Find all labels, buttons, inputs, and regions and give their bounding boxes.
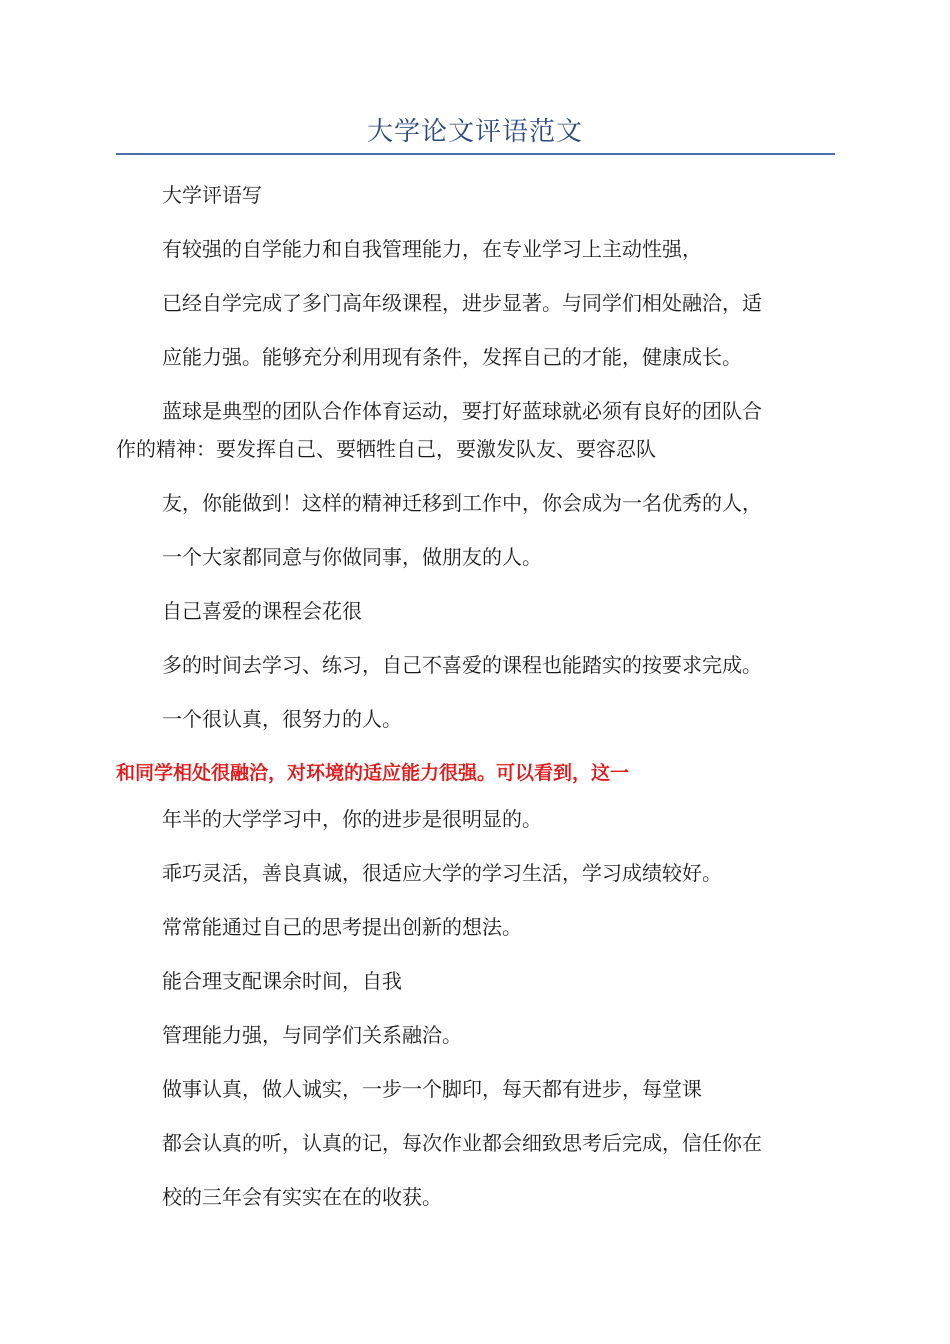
paragraph-line: 已经自学完成了多门高年级课程，进步显著。与同学们相处融洽，适 [162, 291, 762, 315]
paragraph-line: 多的时间去学习、练习，自己不喜爱的课程也能踏实的按要求完成。 [162, 653, 762, 677]
paragraph-line: 大学评语写 [162, 183, 262, 207]
paragraph-line: 校的三年会有实实在在的收获。 [162, 1185, 442, 1209]
paragraph-line: 蓝球是典型的团队合作体育运动，要打好蓝球就必须有良好的团队合 [162, 399, 762, 423]
title-underline [116, 153, 835, 155]
document-title: 大学论文评语范文 [366, 117, 583, 147]
paragraph-line: 友，你能做到！这样的精神迁移到工作中，你会成为一名优秀的人， [162, 491, 762, 515]
paragraph-line: 一个大家都同意与你做同事，做朋友的人。 [162, 545, 542, 569]
paragraph-line: 年半的大学学习中，你的进步是很明显的。 [162, 807, 542, 831]
paragraph-line: 乖巧灵活，善良真诚，很适应大学的学习生活，学习成绩较好。 [162, 861, 722, 885]
paragraph-line: 应能力强。能够充分利用现有条件，发挥自己的才能，健康成长。 [162, 345, 742, 369]
paragraph-line: 一个很认真，很努力的人。 [162, 707, 402, 731]
paragraph-line: 常常能通过自己的思考提出创新的想法。 [162, 915, 522, 939]
paragraph-line: 做事认真，做人诚实，一步一个脚印，每天都有进步，每堂课 [162, 1077, 702, 1101]
paragraph-line: 作的精神：要发挥自己、要牺牲自己，要激发队友、要容忍队 [116, 437, 656, 461]
paragraph-line: 能合理支配课余时间，自我 [162, 969, 402, 993]
paragraph-line: 有较强的自学能力和自我管理能力，在专业学习上主动性强， [162, 237, 702, 261]
paragraph-line: 管理能力强，与同学们关系融洽。 [162, 1023, 462, 1047]
paragraph-line: 都会认真的听，认真的记，每次作业都会细致思考后完成，信任你在 [162, 1131, 762, 1155]
paragraph-line: 自己喜爱的课程会花很 [162, 599, 362, 623]
highlighted-line: 和同学相处很融洽，对环境的适应能力很强。可以看到，这一 [116, 762, 630, 784]
